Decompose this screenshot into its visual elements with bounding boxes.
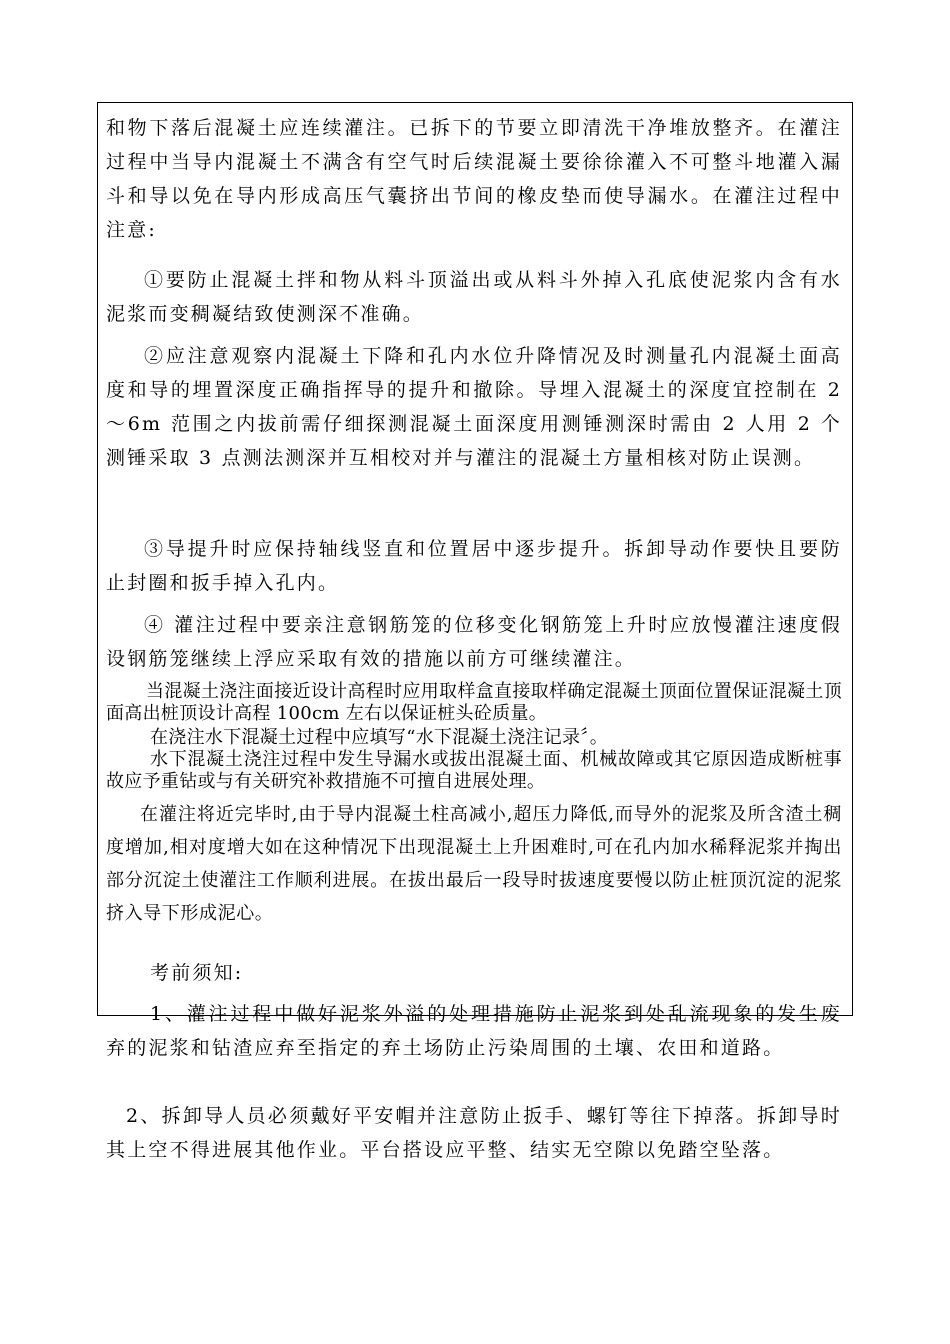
paragraph-pouring-continuity: 和物下落后混凝土应连续灌注。已拆下的节要立即清洗干净堆放整齐。在灌注过程中当导内混凝土不满含有空气时后续混凝土要徐徐灌入不可整斗地灌入漏斗和导以免在导内形成高压气囊挤出节间的橡皮垫而使导漏水。在灌注过程中注意: (106, 117, 842, 241)
paragraph-top-elevation: 当混凝土浇注面接近设计高程时应用取样盒直接取样确定混凝土顶面位置保证混凝土顶面高出桩顶设计高程 100cm 左右以保证桩头砼质量。 (106, 681, 842, 724)
precaution-item-2: 2、拆卸导人员必须戴好平安帽并注意防止扳手、螺钉等往下掉落。拆卸导时其上空不得进展其他作业。平台搭设应平整、结实无空隙以免踏空坠落。 (106, 1105, 842, 1161)
paragraph-note-4: ④ 灌注过程中要亲注意钢筋笼的位移变化钢筋笼上升时应放慢灌注速度假设钢筋笼继续上浮应采取有效的措施以前方可继续灌注。 (106, 614, 842, 670)
document-frame (97, 102, 853, 1161)
paragraph-note-3: ③导提升时应保持轴线竖直和位置居中逐步提升。拆卸导动作要快且要防止封圈和扳手掉入孔内。 (106, 538, 842, 594)
section-heading-precautions: 考前须知: (150, 962, 244, 984)
paragraph-pouring-record: 在浇注水下混凝土过程中应填写“水下混凝土浇注记录〞。 (150, 727, 608, 748)
paragraph-note-2: ②应注意观察内混凝土下降和孔内水位升降情况及时测量孔内混凝土面高度和导的埋置深度正确指挥导的提升和撤除。导埋入混凝土的深度宜控制在 2～6m 范围之内拔前需仔细探测混凝土面深度用测锤测深时需由 2 人用 2 个测锤采取 3 点测法测深并互相校对并与灌注的混凝土方量相核对防止误测。 (106, 345, 842, 469)
paragraph-note-1: ①要防止混凝土拌和物从料斗顶溢出或从料斗外掉入孔底使泥浆内含有水泥浆而变稠凝结致使测深不准确。 (106, 269, 842, 325)
paragraph-final-stage: 在灌注将近完毕时,由于导内混凝土柱高减小,超压力降低,而导外的泥浆及所含渣土稠度增加,相对度增大如在这种情况下出现混凝土上升困难时,可在孔内加水稀释泥浆并掏出部分沉淀土使灌注工作顺利进展。在拔出最后一段导时拔速度要慢以防止桩顶沉淀的泥浆挤入导下形成泥心。 (106, 804, 842, 924)
paragraph-accident-handling: 水下混凝土浇注过程中发生导漏水或拔出混凝土面、机械故障或其它原因造成断桩事故应予重钻或与有关研究补救措施不可擅自进展处理。 (106, 749, 842, 792)
precaution-item-1: 1、灌注过程中做好泥浆外溢的处理措施防止泥浆到处乱流现象的发生废弃的泥浆和钻渣应弃至指定的弃土场防止污染周围的土壤、农田和道路。 (106, 1003, 842, 1059)
